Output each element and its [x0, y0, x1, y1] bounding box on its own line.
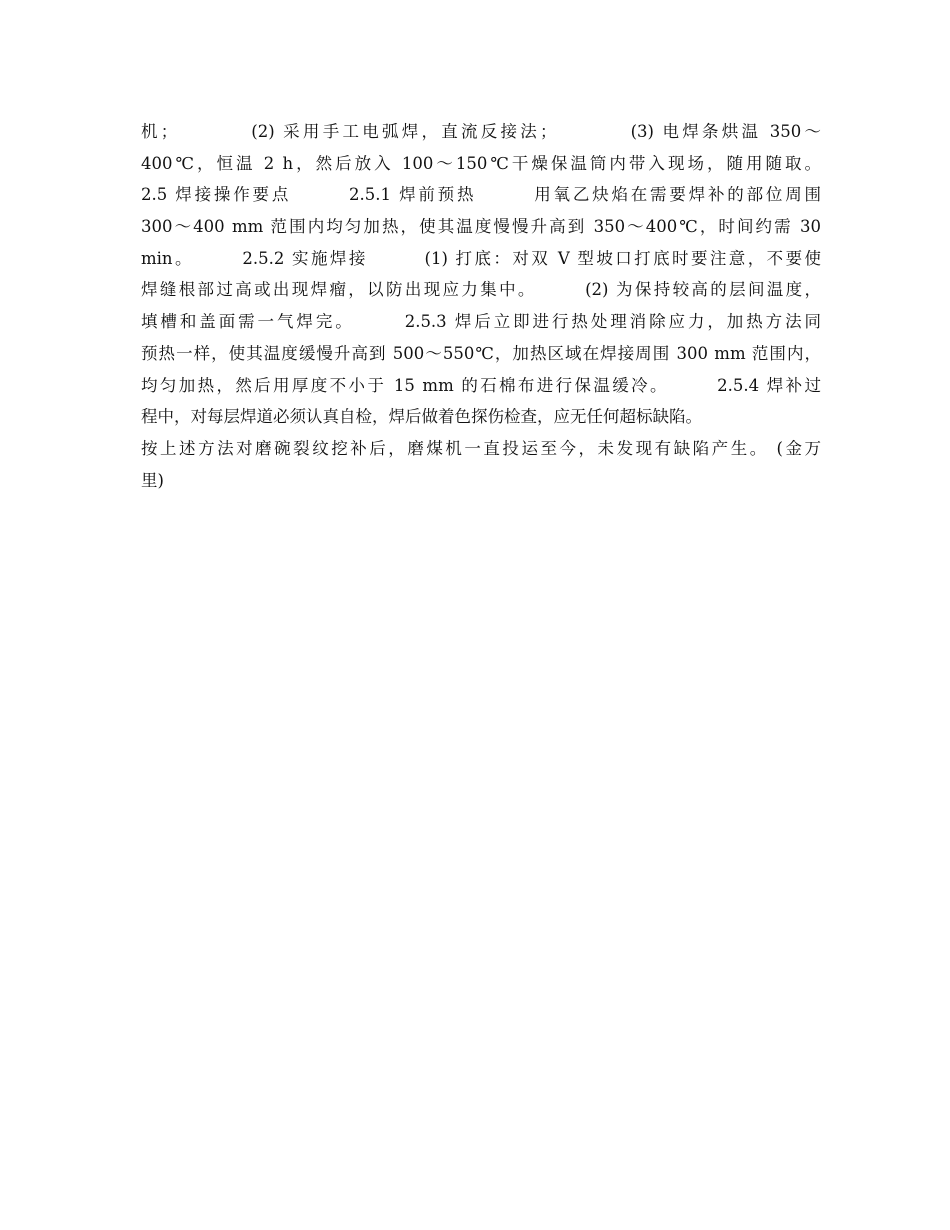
text-line: 2.5 焊接操作要点 2.5.1 焊前预热 用氧乙炔焰在需要焊补的部位周围	[141, 185, 821, 205]
text-line: 机； (2) 采用手工电弧焊，直流反接法； (3) 电焊条烘温 350～	[141, 122, 821, 141]
text-line: min。 2.5.2 实施焊接 (1) 打底：对双 V 型坡口打底时要注意，不要使	[141, 248, 821, 268]
text-line: 程中，对每层焊道必须认真自检，焊后做着色探伤检查，应无任何超标缺陷。	[141, 407, 702, 427]
text-line: 焊缝根部过高或出现焊瘤，以防出现应力集中。 (2) 为保持较高的层间温度，	[141, 280, 821, 300]
text-line: 预热一样，使其温度缓慢升高到 500～550℃，加热区域在焊接周围 300 mm 范围内，	[141, 343, 821, 363]
text-line: 300～400 mm 范围内均匀加热，使其温度慢慢升高到 350～400℃，时间约需 30	[141, 217, 821, 237]
text-line: 400℃，恒温 2 h，然后放入 100～150℃干燥保温筒内带入现场，随用随取。	[141, 153, 821, 173]
text-line: 填槽和盖面需一气焊完。 2.5.3 焊后立即进行热处理消除应力，加热方法同	[141, 312, 821, 332]
text-line: 里)	[141, 470, 164, 490]
body-text	[141, 116, 821, 496]
text-line: 按上述方法对磨碗裂纹挖补后，磨煤机一直投运至今，未发现有缺陷产生。 (金万	[141, 438, 821, 458]
text-line: 均匀加热，然后用厚度不小于 15 mm 的石棉布进行保温缓冷。 2.5.4 焊补过	[141, 375, 821, 395]
